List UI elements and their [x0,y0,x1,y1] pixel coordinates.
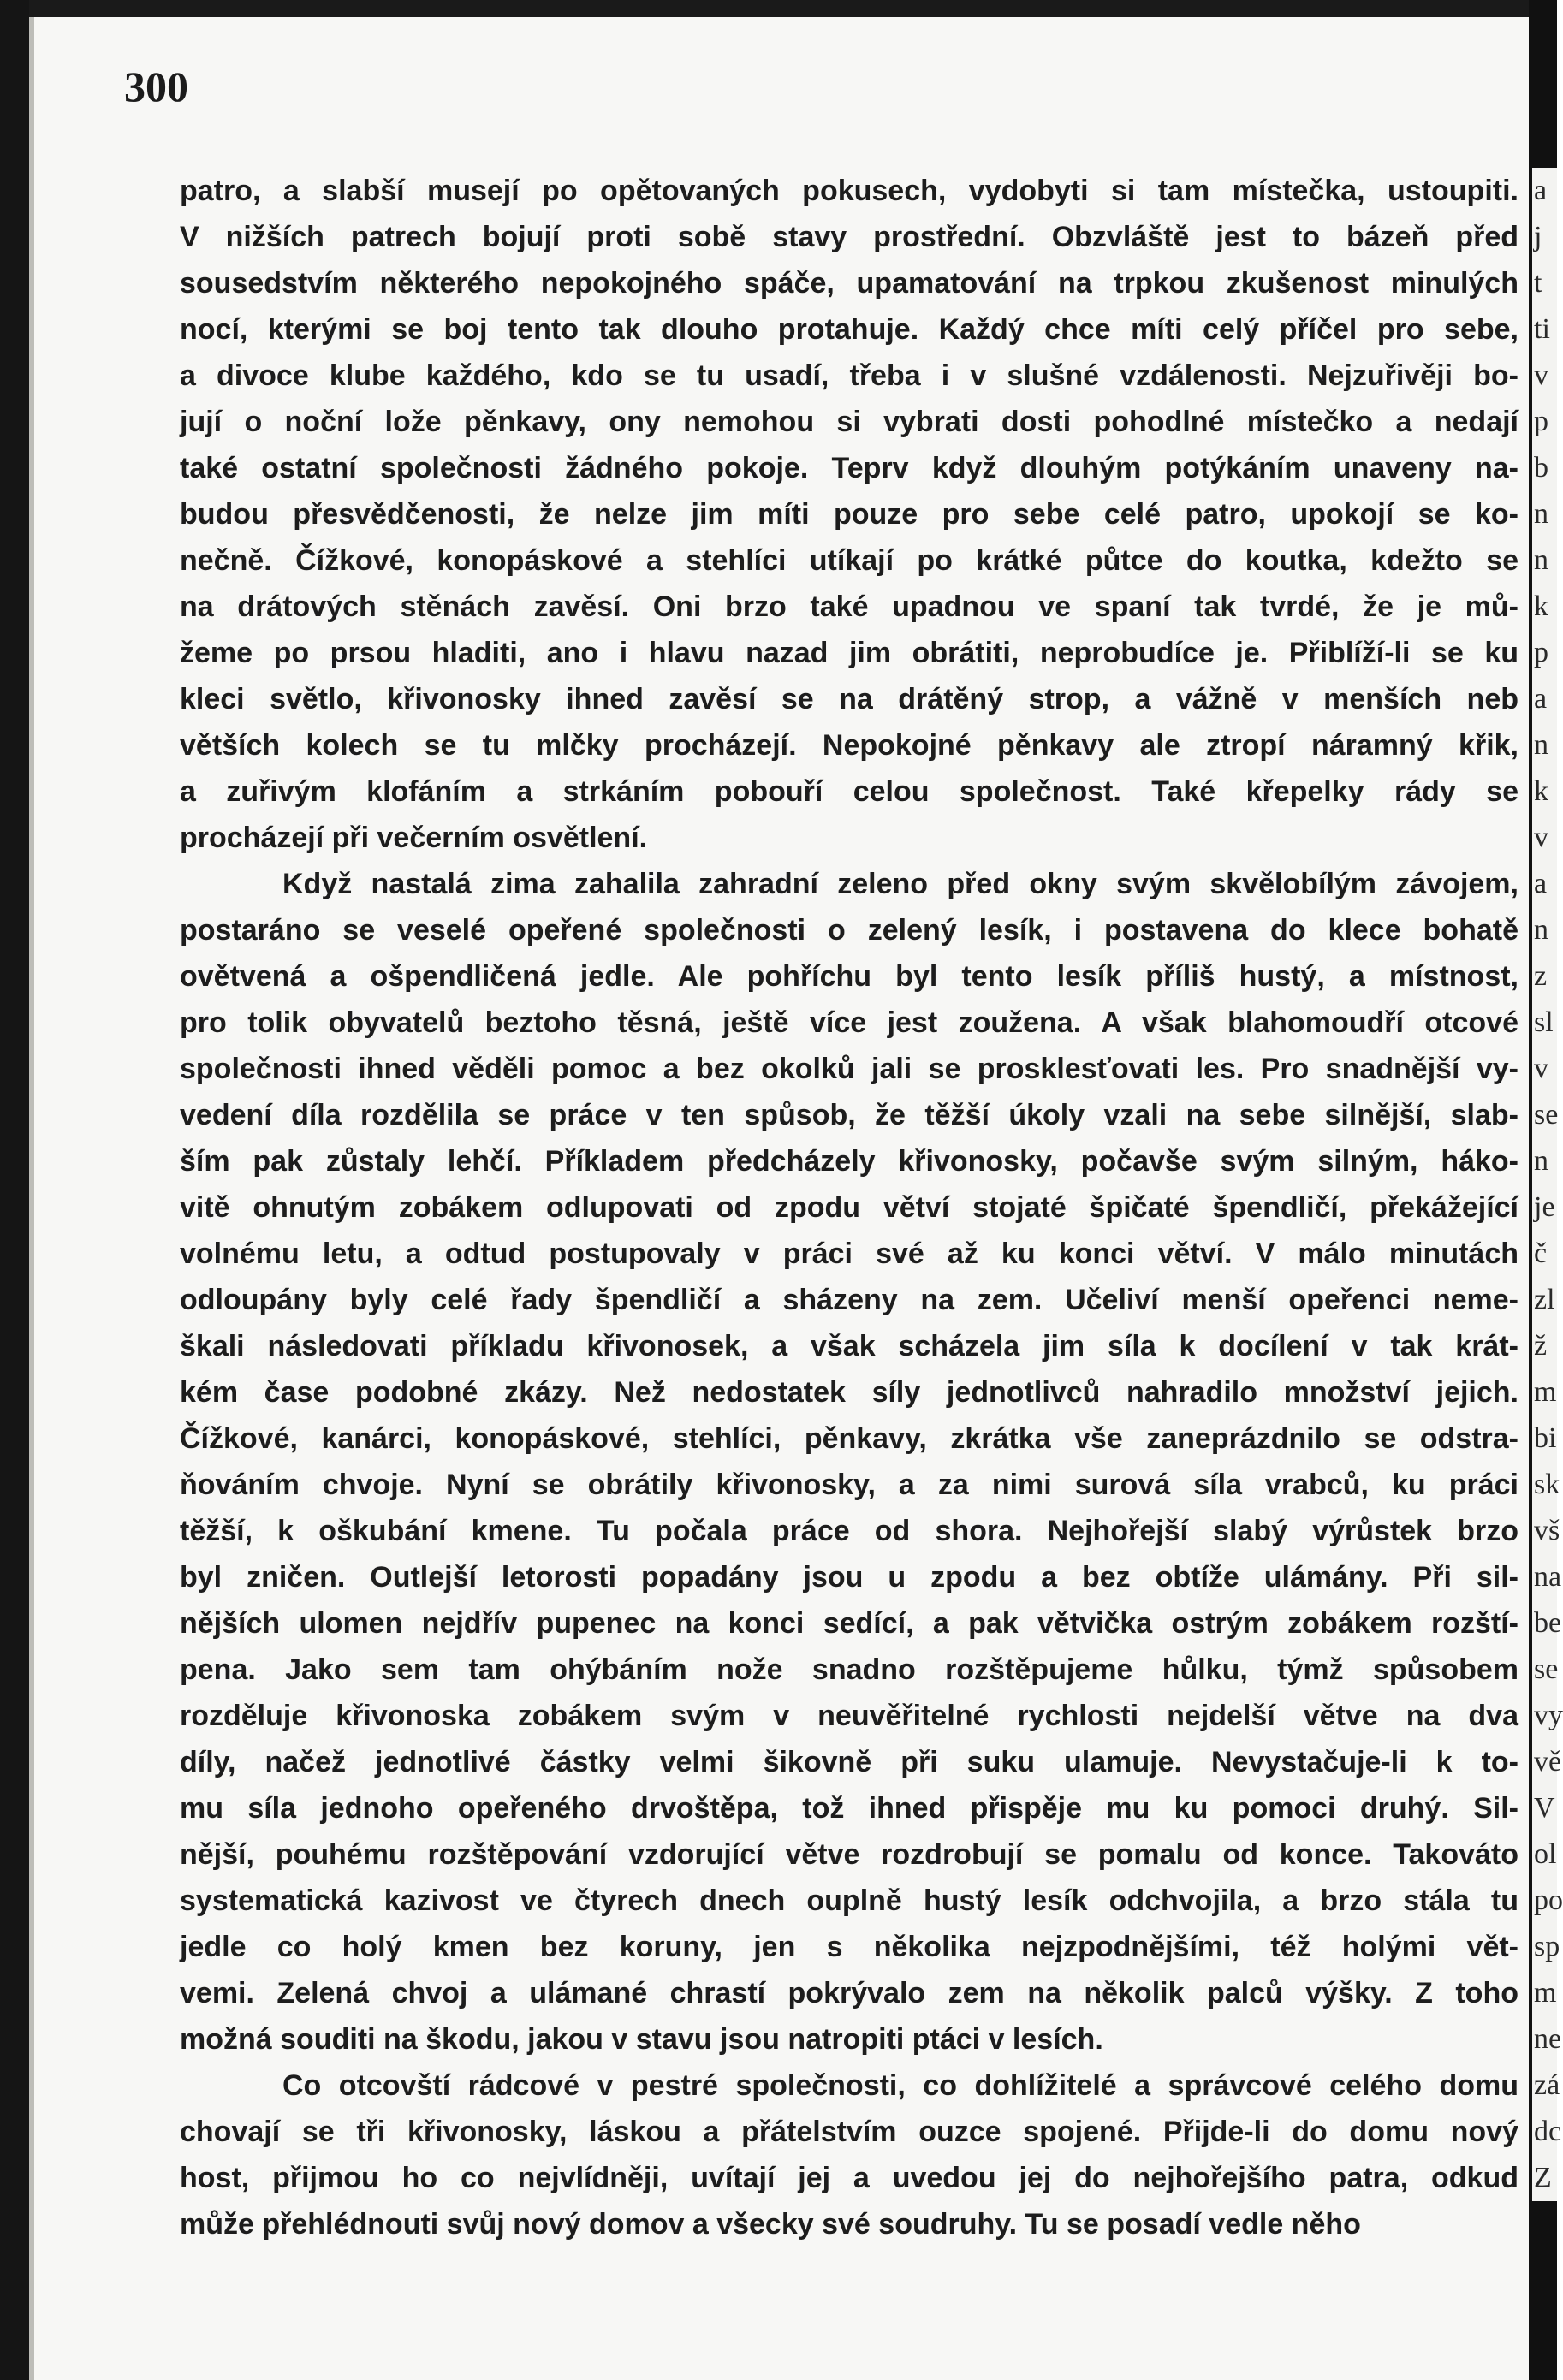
text-line: nocí, kterými se boj tento tak dlouho protahuje. Každý chce míti celý příčel pro sebe, [180,313,1518,346]
paragraph [180,2062,1518,2247]
margin-fragment: ne [1534,2023,1562,2055]
margin-fragment: vě [1534,1746,1562,1778]
margin-fragment: p [1534,406,1548,437]
text-line: nečně. Čížkové, konopáskové a stehlíci utíkají po krátké půtce do koutka, kdežto se [180,544,1518,577]
text-line: škali následovati příkladu křivonosek, a však scházela jim síla k docílení v tak krát- [180,1330,1518,1362]
text-line: chovají se tři křivonosky, láskou a přátelstvím ouzce spojené. Přijde-li do domu nový [180,2116,1518,2148]
text-line: budou přesvědčenosti, že nelze jim míti pouze pro sebe celé patro, upokojí se ko- [180,498,1518,531]
margin-fragment: se [1534,1653,1559,1685]
margin-fragment: se [1534,1099,1559,1131]
text-line: Co otcovští rádcové v pestré společnosti, co dohlížitelé a správcové celého domu [282,2069,1518,2102]
margin-fragment: p [1534,637,1548,668]
text-line: sousedstvím některého nepokojného spáče, upamatování na trpkou zkušenost minulých [180,267,1518,300]
margin-fragment: vy [1534,1700,1563,1731]
margin-fragment: n [1534,1145,1548,1177]
text-line: odloupány byly celé řady špendličí a sházeny na zem. Učeliví menší opeřenci neme- [180,1284,1518,1316]
text-line: větších kolech se tu mlčky procházejí. Nepokojné pěnkavy ale ztropí náramný křik, [180,729,1518,762]
margin-fragment: n [1534,914,1548,946]
margin-fragment: sk [1534,1469,1560,1500]
text-line: nějších ulomen nejdřív pupenec na konci sedící, a pak větvička ostrým zobákem rozští- [180,1607,1518,1640]
margin-fragment: dc [1534,2116,1562,2147]
margin-fragment: V [1534,1792,1555,1824]
text-line: jedle co holý kmen bez koruny, jen s několika nejzpodnějšími, též holými vět- [180,1931,1518,1963]
scan-border-top [0,0,1557,17]
margin-fragment: zl [1534,1284,1555,1315]
text-line: vedení díla rozdělila se práce v ten spůsob, že těžší úkoly vzali na sebe silnější, slab- [180,1099,1518,1131]
text-line: mu síla jednoho opeřeného drvoštěpa, tož ihned přispěje mu ku pomoci druhý. Sil- [180,1792,1518,1825]
margin-fragment: n [1534,729,1548,761]
text-line: ňováním chvoje. Nyní se obrátily křivonosky, a za nimi surová síla vrabců, ku práci [180,1469,1518,1501]
text-line: možná souditi na škodu, jakou v stavu jsou natropiti ptáci v lesích. [180,2023,1103,2056]
text-line: ovětvená a ošpendličená jedle. Ale pohříchu byl tento lesík příliš hustý, a místnost, [180,960,1518,993]
margin-fragment: sp [1534,1931,1560,1962]
text-line: byl zničen. Outlejší letorosti popadány jsou u zpodu a bez obtíže ulámány. Při sil- [180,1561,1518,1594]
margin-fragment: po [1534,1884,1563,1916]
text-line: nější, pouhému rozštěpování vzdorující větve rozdrobují se pomalu od konce. Takováto [180,1838,1518,1871]
scan-border-left [0,0,29,2380]
margin-fragment: z [1534,960,1548,992]
text-line: na drátových stěnách zavěsí. Oni brzo také upadnou ve spaní tak tvrdé, že je mů- [180,591,1518,623]
text-line: díly, načež jednotlivé částky velmi šikovně při suku ulamuje. Nevystačuje-li k to- [180,1746,1518,1778]
margin-fragment: m [1534,1376,1557,1408]
text-line: vemi. Zelená chvoj a ulámané chrastí pokrývalo zem na několik palců výšky. Z toho [180,1977,1518,2009]
margin-fragment: v [1534,1053,1548,1084]
margin-fragment: j [1534,221,1542,252]
margin-fragment: be [1534,1607,1562,1639]
text-line: pro tolik obyvatelů beztoho těsná, ještě více jest zoužena. A však blahomoudří otcové [180,1006,1518,1039]
margin-fragment: zá [1534,2069,1560,2101]
text-line: společnosti ihned věděli pomoc a bez okolků jali se prosklesťovati les. Pro snadnější vy- [180,1053,1518,1085]
page-edge-shadow [29,17,34,2380]
margin-fragment: Z [1534,2162,1552,2193]
margin-fragment: n [1534,544,1548,576]
text-line: a zuřivým klofáním a strkáním pobouří celou společnost. Také křepelky rády se [180,775,1518,808]
paragraph [180,168,1518,861]
margin-fragment: b [1534,452,1548,484]
text-line: také ostatní společnosti žádného pokoje. Teprv když dlouhým potýkáním unaveny na- [180,452,1518,484]
body-text [180,168,1518,2247]
text-line: kém čase podobné zkázy. Než nedostatek síly jednotlivců nahradilo množství jejich. [180,1376,1518,1409]
margin-fragment: v [1534,822,1548,853]
margin-fragment: t [1534,267,1542,299]
paragraph [180,861,1518,2062]
page-number: 300 [124,62,188,110]
margin-fragment: č [1534,1237,1548,1269]
text-line: ším pak zůstaly lehčí. Příkladem předcházely křivonosky, počavše svým silným, háko- [180,1145,1518,1178]
margin-fragment: ti [1534,313,1550,345]
text-line: jují o noční lože pěnkavy, ony nemohou si vybrati dosti pohodlné místečko a nedají [180,406,1518,438]
margin-fragment: m [1534,1977,1557,2009]
text-line: těžší, k oškubání kmene. Tu počala práce od shora. Nejhořejší slabý výrůstek brzo [180,1515,1518,1547]
text-line: Čížkové, kanárci, konopáskové, stehlíci, pěnkavy, zkrátka vše zaneprázdnilo se odstra- [180,1422,1518,1455]
margin-fragment: a [1534,868,1548,899]
text-line: patro, a slabší musejí po opětovaných pokusech, vydobyti si tam místečka, ustoupiti. [180,175,1518,207]
margin-fragment: a [1534,683,1548,715]
text-line: vitě ohnutým zobákem odlupovati od zpodu větví stojaté špičaté špendličí, překážející [180,1191,1518,1224]
margin-fragment: v [1534,359,1548,391]
margin-fragment: ol [1534,1838,1557,1870]
text-line: host, přijmou ho co nejvlídněji, uvítají jej a uvedou jej do nejhořejšího patra, odkud [180,2162,1518,2194]
margin-fragment: n [1534,498,1548,530]
text-line: V nižších patrech bojují proti sobě stavy prostřední. Obzvláště jest to bázeň před [180,221,1518,253]
margin-fragment: ž [1534,1330,1548,1362]
text-line: systematická kazivost ve čtyrech dnech ouplně hustý lesík odchvojila, a brzo stála tu [180,1884,1518,1917]
margin-fragment: k [1534,775,1548,807]
text-line: a divoce klube každého, kdo se tu usadí, třeba i v slušné vzdálenosti. Nejzuřivěji bo- [180,359,1518,392]
margin-fragment: na [1534,1561,1562,1593]
margin-fragment: a [1534,175,1548,206]
text-line: kleci světlo, křivonosky ihned zavěsí se na drátěný strop, a vážně v menších neb [180,683,1518,715]
text-line: postaráno se veselé opeřené společnosti o zelený lesík, i postavena do klece bohatě [180,914,1518,947]
text-line: pena. Jako sem tam ohýbáním nože snadno rozštěpujeme hůlku, týmž spůsobem [180,1653,1518,1686]
text-line: rozděluje křivonoska zobákem svým v neuvěřitelné rychlosti nejdelší větve na dva [180,1700,1518,1732]
text-line: procházejí při večerním osvětlení. [180,822,648,854]
margin-fragment: je [1534,1191,1555,1223]
text-line: volnému letu, a odtud postupovaly v práci své až ku konci větví. V málo minutách [180,1237,1518,1270]
text-line: Když nastalá zima zahalila zahradní zeleno před okny svým skvělobílým závojem, [282,868,1518,900]
margin-fragment: vš [1534,1515,1560,1546]
adjacent-page-margin [1532,168,1563,2201]
margin-fragment: k [1534,591,1548,622]
margin-fragment: sl [1534,1006,1554,1038]
text-line: může přehlédnouti svůj nový domov a všecky své soudruhy. Tu se posadí vedle něho [180,2208,1361,2241]
margin-fragment: bi [1534,1422,1557,1454]
text-line: žeme po prsou hladiti, ano i hlavu nazad jim obrátiti, neprobudíce je. Přiblíží-li se ku [180,637,1518,669]
